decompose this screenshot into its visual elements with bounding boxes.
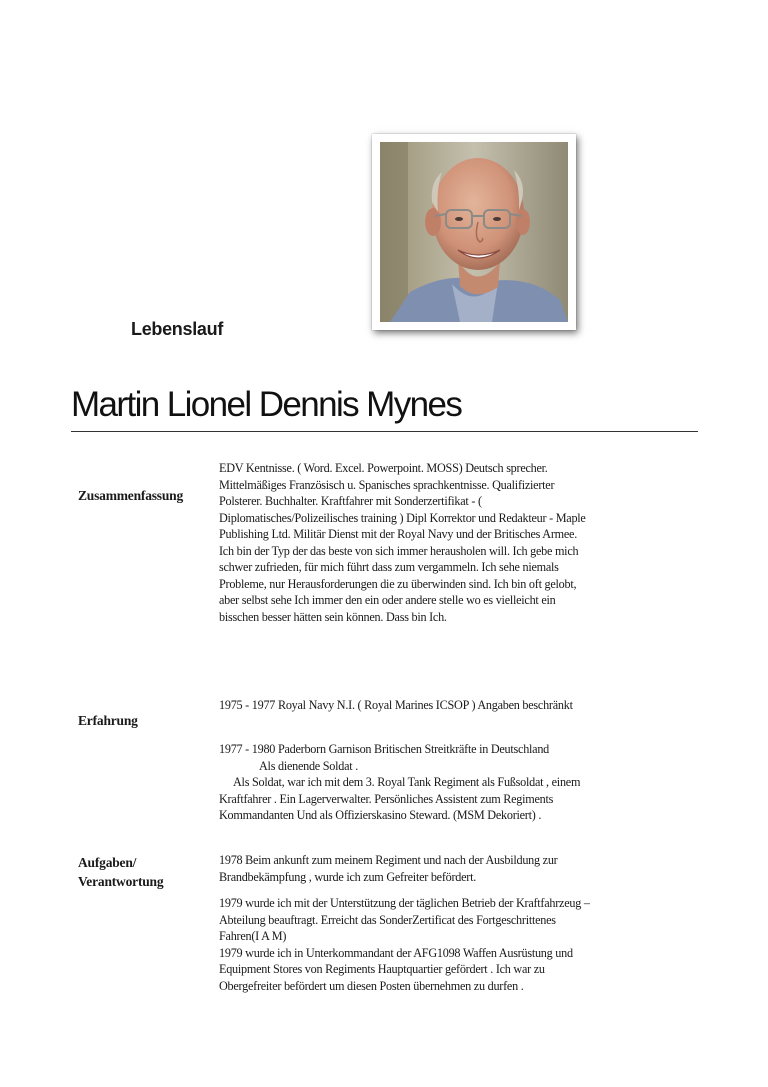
- summary-line: Polsterer. Buchhalter. Kraftfahrer mit Sonderzertifikat - (: [219, 494, 482, 508]
- duties-line: Brandbekämpfung , wurde ich zum Gefreiter befördert.: [219, 869, 477, 884]
- experience-line: 1977 - 1980 Paderborn Garnison Britischen Streitkräfte in Deutschland: [219, 742, 550, 756]
- duties-label-line: Verantwortung: [78, 874, 164, 889]
- experience-entry-2: [219, 741, 659, 824]
- document-title: Lebenslauf: [131, 319, 224, 339]
- duties-line: Obergefreiter befördert um diesen Posten übernehmen zu durfen .: [219, 978, 524, 993]
- duties-label-line: Aufgaben/: [78, 855, 137, 870]
- summary-line: Mittelmäßiges Französisch u. Spanisches sprachkentnisse. Qualifizierter: [219, 477, 555, 492]
- summary-line: EDV Kentnisse. ( Word. Excel. Powerpoint. MOSS) Deutsch sprecher.: [219, 461, 548, 475]
- experience-line: Kraftfahrer . Ein Lagerverwalter. Persönliches Assistent zum Regiments: [219, 791, 554, 806]
- experience-line: 1975 - 1977 Royal Navy N.I. ( Royal Marines ICSOP ) Angaben beschränkt: [219, 698, 573, 712]
- summary-line: aber selbst sehe Ich immer den ein oder andere stelle wo es vielleicht ein: [219, 593, 556, 607]
- title-divider: [71, 431, 698, 432]
- section-label-experience: Erfahrung: [78, 713, 138, 728]
- duties-line: Fahren(I A M): [219, 929, 287, 943]
- summary-text: [219, 460, 659, 625]
- summary-line: Diplomatisches/Polizeilisches training ) Dipl Korrektor und Redakteur - Maple: [219, 510, 586, 525]
- summary-line: Ich bin der Typ der das beste von sich immer herausholen will. Ich gebe mich: [219, 543, 579, 558]
- portrait-image: [380, 142, 568, 322]
- duties-line: Equipment Stores von Regiments Hauptquartier gefördert . Ich war zu: [219, 962, 545, 976]
- experience-entry-1: [219, 697, 659, 714]
- summary-line: Publishing Ltd. Militär Dienst mit der Royal Navy und der Britisches Armee.: [219, 527, 577, 541]
- summary-line: schwer zufrieden, für mich führt dass zum vergammeln. Ich sehe niemals: [219, 560, 559, 574]
- summary-line: bisschen besser hätten sein können. Dass bin Ich.: [219, 609, 447, 624]
- experience-line: Als dienende Soldat .: [259, 758, 359, 773]
- duties-line: 1978 Beim ankunft zum meinem Regiment und nach der Ausbildung zur: [219, 853, 558, 867]
- person-name: Martin Lionel Dennis Mynes: [71, 385, 462, 424]
- duties-line: 1979 wurde ich in Unterkommandant der AFG1098 Waffen Ausrüstung und: [219, 945, 573, 960]
- profile-photo: [372, 134, 576, 330]
- summary-line: Probleme, nur Herausforderungen die zu überwinden sind. Ich bin oft gelobt,: [219, 576, 577, 591]
- section-label-duties: [78, 853, 163, 891]
- duties-entry-2: [219, 895, 659, 994]
- experience-line: Als Soldat, war ich mit dem 3. Royal Tank Regiment als Fußsoldat , einem: [233, 775, 581, 789]
- experience-line: Kommandanten Und als Offizierskasino Steward. (MSM Dekoriert) .: [219, 808, 542, 822]
- section-label-summary: Zusammenfassung: [78, 488, 184, 503]
- duties-line: Abteilung beauftragt. Erreicht das SonderZertificat des Fortgeschrittenes: [219, 912, 556, 927]
- duties-line: 1979 wurde ich mit der Unterstützung der täglichen Betrieb der Kraftfahrzeug –: [219, 896, 590, 910]
- duties-entry-1: [219, 852, 659, 885]
